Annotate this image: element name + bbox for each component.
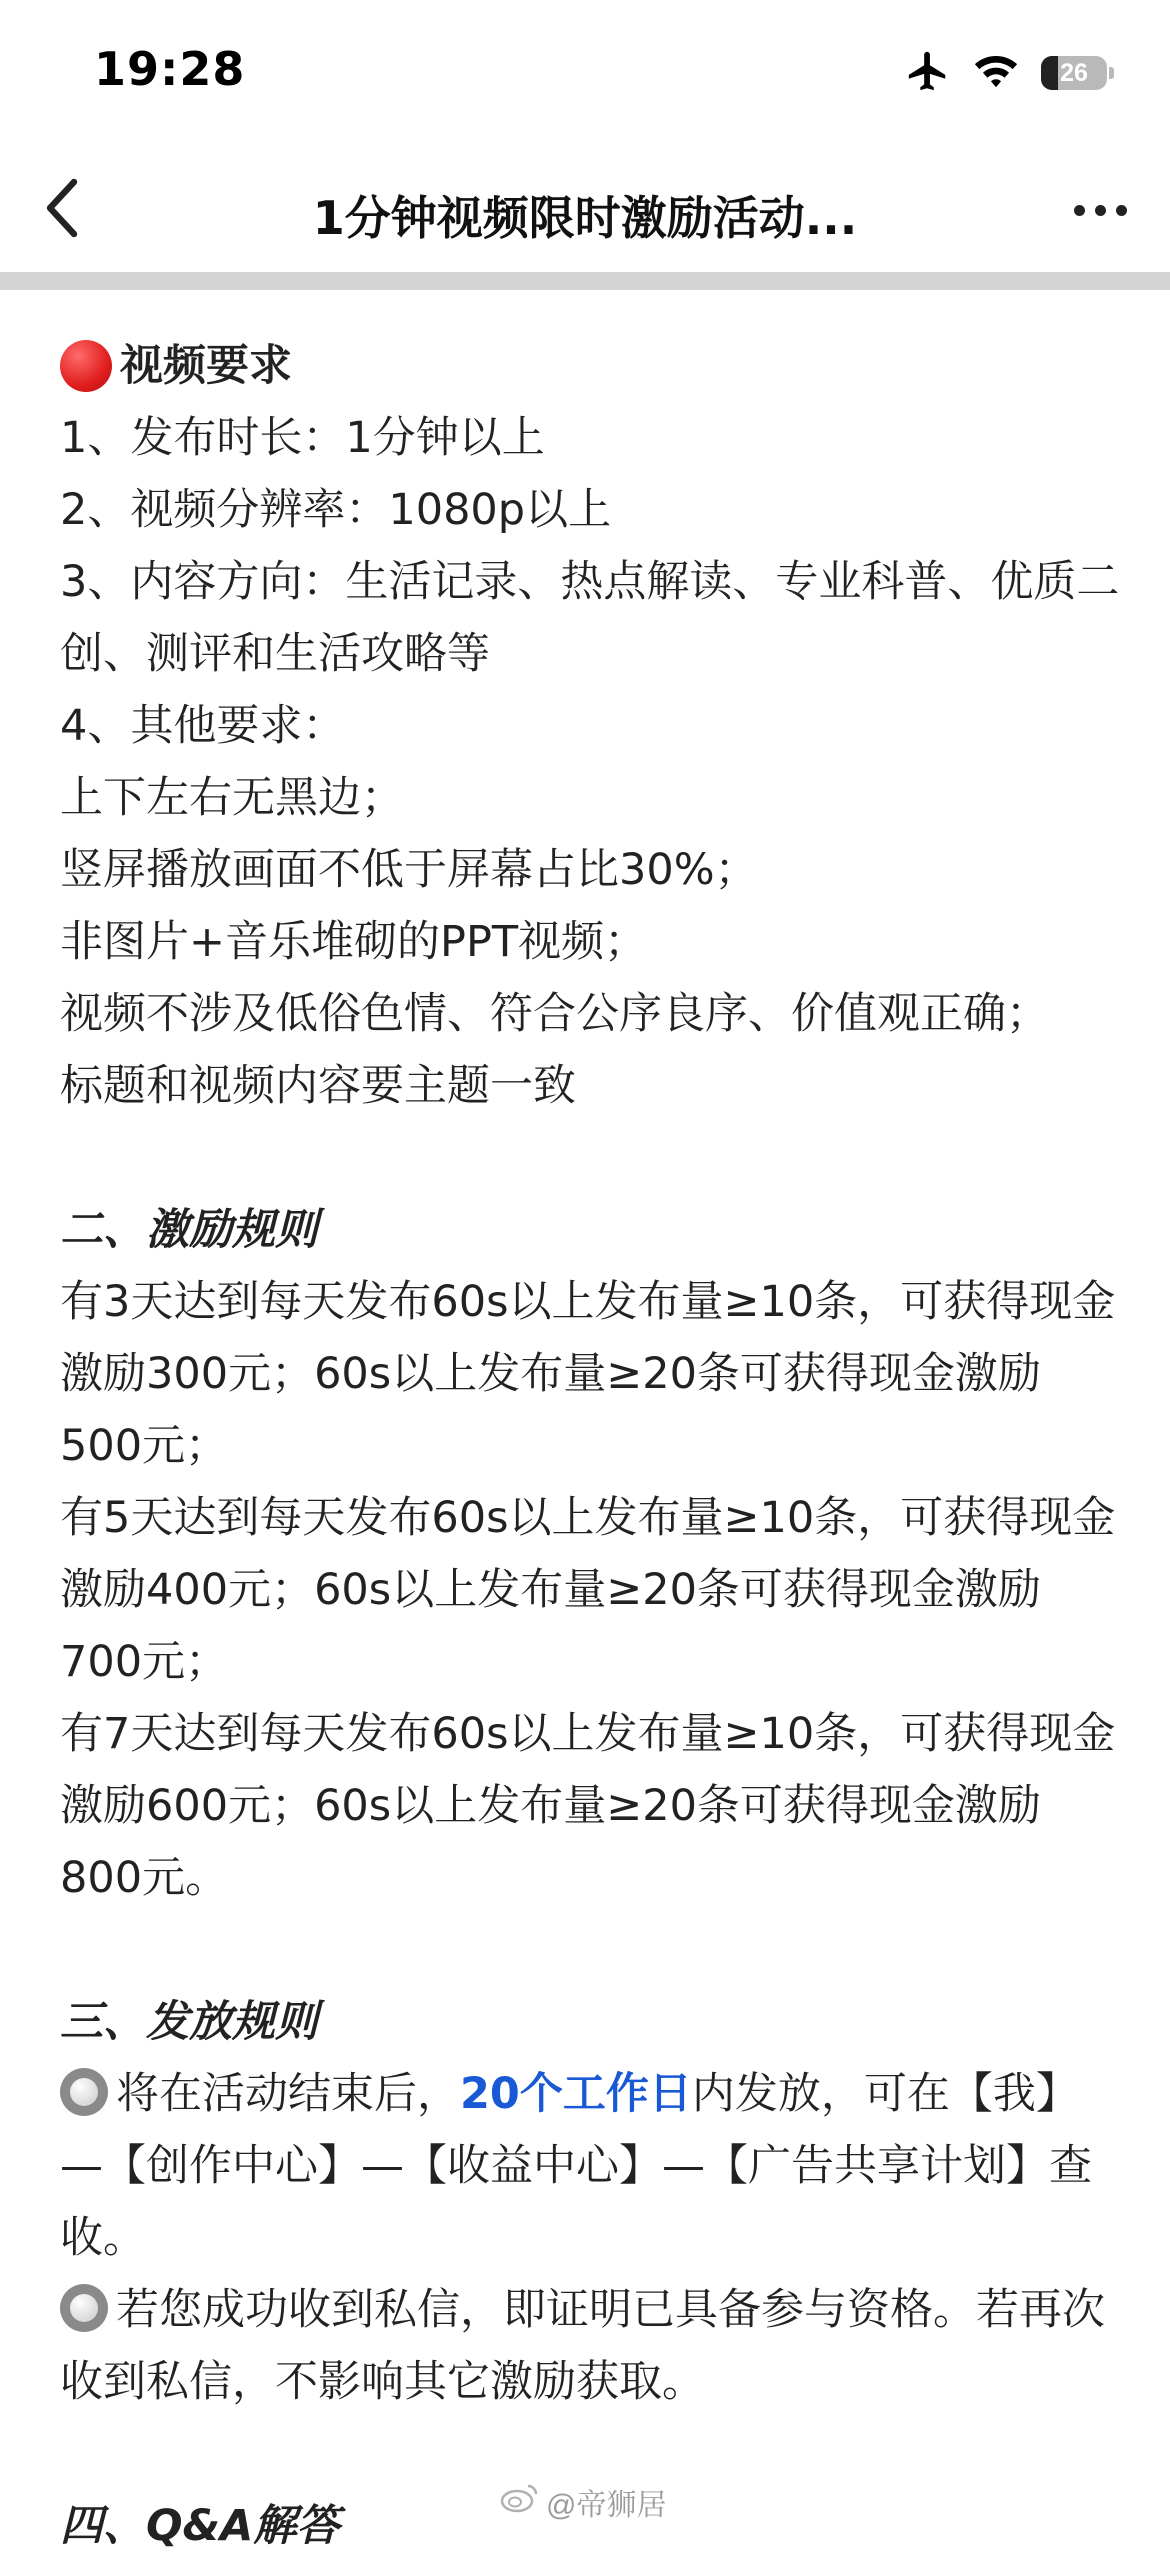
nav-divider [0,272,1170,290]
requirement-line: 1、发布时长：1分钟以上 [60,413,545,463]
status-time: 19:28 [94,42,246,96]
more-dot-icon [1095,205,1106,216]
section-heading-payout-rules: 三、发放规则 [60,1997,318,2047]
battery-fill [1041,56,1058,90]
chevron-left-icon [42,178,82,242]
radio-bullet-icon [60,2068,108,2116]
requirement-line: 非图片+音乐堆砌的PPT视频； [60,917,648,967]
payout-item [60,2274,1120,2418]
section-heading-requirements [60,330,1120,402]
status-icons [905,48,1114,98]
radio-bullet-icon [60,2284,108,2332]
payout-text: 若您成功收到私信，即证明已具备参与资格。若再次收到私信，不影响其它激励获取。 [60,2285,1105,2407]
airplane-icon [905,48,951,98]
wifi-icon [973,51,1019,95]
navigation-bar [0,150,1170,270]
status-bar [0,0,1170,150]
article-body [60,330,1120,2418]
more-dot-icon [1074,205,1085,216]
red-circle-icon [60,340,112,392]
section-heading-qa: 四、Q&A解答 [60,2501,340,2551]
payout-text: 内发放，可在【我】—【创作中心】—【收益中心】—【广告共享计划】查收。 [60,2069,1092,2263]
payout-item [60,2058,1120,2274]
battery-level: 26 [1060,58,1088,87]
section-title: 视频要求 [120,341,292,391]
weibo-logo-icon [500,2482,540,2522]
more-options-button[interactable] [1060,180,1140,240]
highlight-text: 20个工作日 [460,2069,692,2119]
battery-tip [1109,67,1114,79]
requirement-line: 3、内容方向：生活记录、热点解读、专业科普、优质二创、测评和生活攻略等 [60,557,1120,679]
spacer [60,1914,1120,1986]
requirement-line: 上下左右无黑边； [60,773,404,823]
spacer [60,1122,1120,1194]
requirement-line: 视频不涉及低俗色情、符合公序良序、价值观正确； [60,989,1049,1039]
rule-paragraph: 有7天达到每天发布60s以上发布量≥10条，可获得现金激励600元；60s以上发布量≥20条可获得现金激励800元。 [60,1709,1116,1903]
rule-paragraph: 有5天达到每天发布60s以上发布量≥10条，可获得现金激励400元；60s以上发布量≥20条可获得现金激励700元； [60,1493,1116,1687]
back-button[interactable] [22,170,102,250]
requirement-line: 竖屏播放画面不低于屏幕占比30%； [60,845,758,895]
requirement-line: 4、其他要求： [60,701,346,751]
requirement-line: 2、视频分辨率：1080p以上 [60,485,612,535]
section-heading-incentive-rules: 二、激励规则 [60,1205,318,1255]
more-dot-icon [1116,205,1127,216]
page-title: 1分钟视频限时激励活动... [312,191,858,245]
requirement-line: 标题和视频内容要主题一致 [60,1061,576,1111]
rule-paragraph: 有3天达到每天发布60s以上发布量≥10条，可获得现金激励300元；60s以上发布量≥20条可获得现金激励500元； [60,1277,1116,1471]
payout-text: 将在活动结束后， [116,2069,460,2119]
watermark-text: @帝狮居 [546,2489,667,2522]
battery-indicator [1041,56,1107,90]
watermark [500,2480,666,2524]
